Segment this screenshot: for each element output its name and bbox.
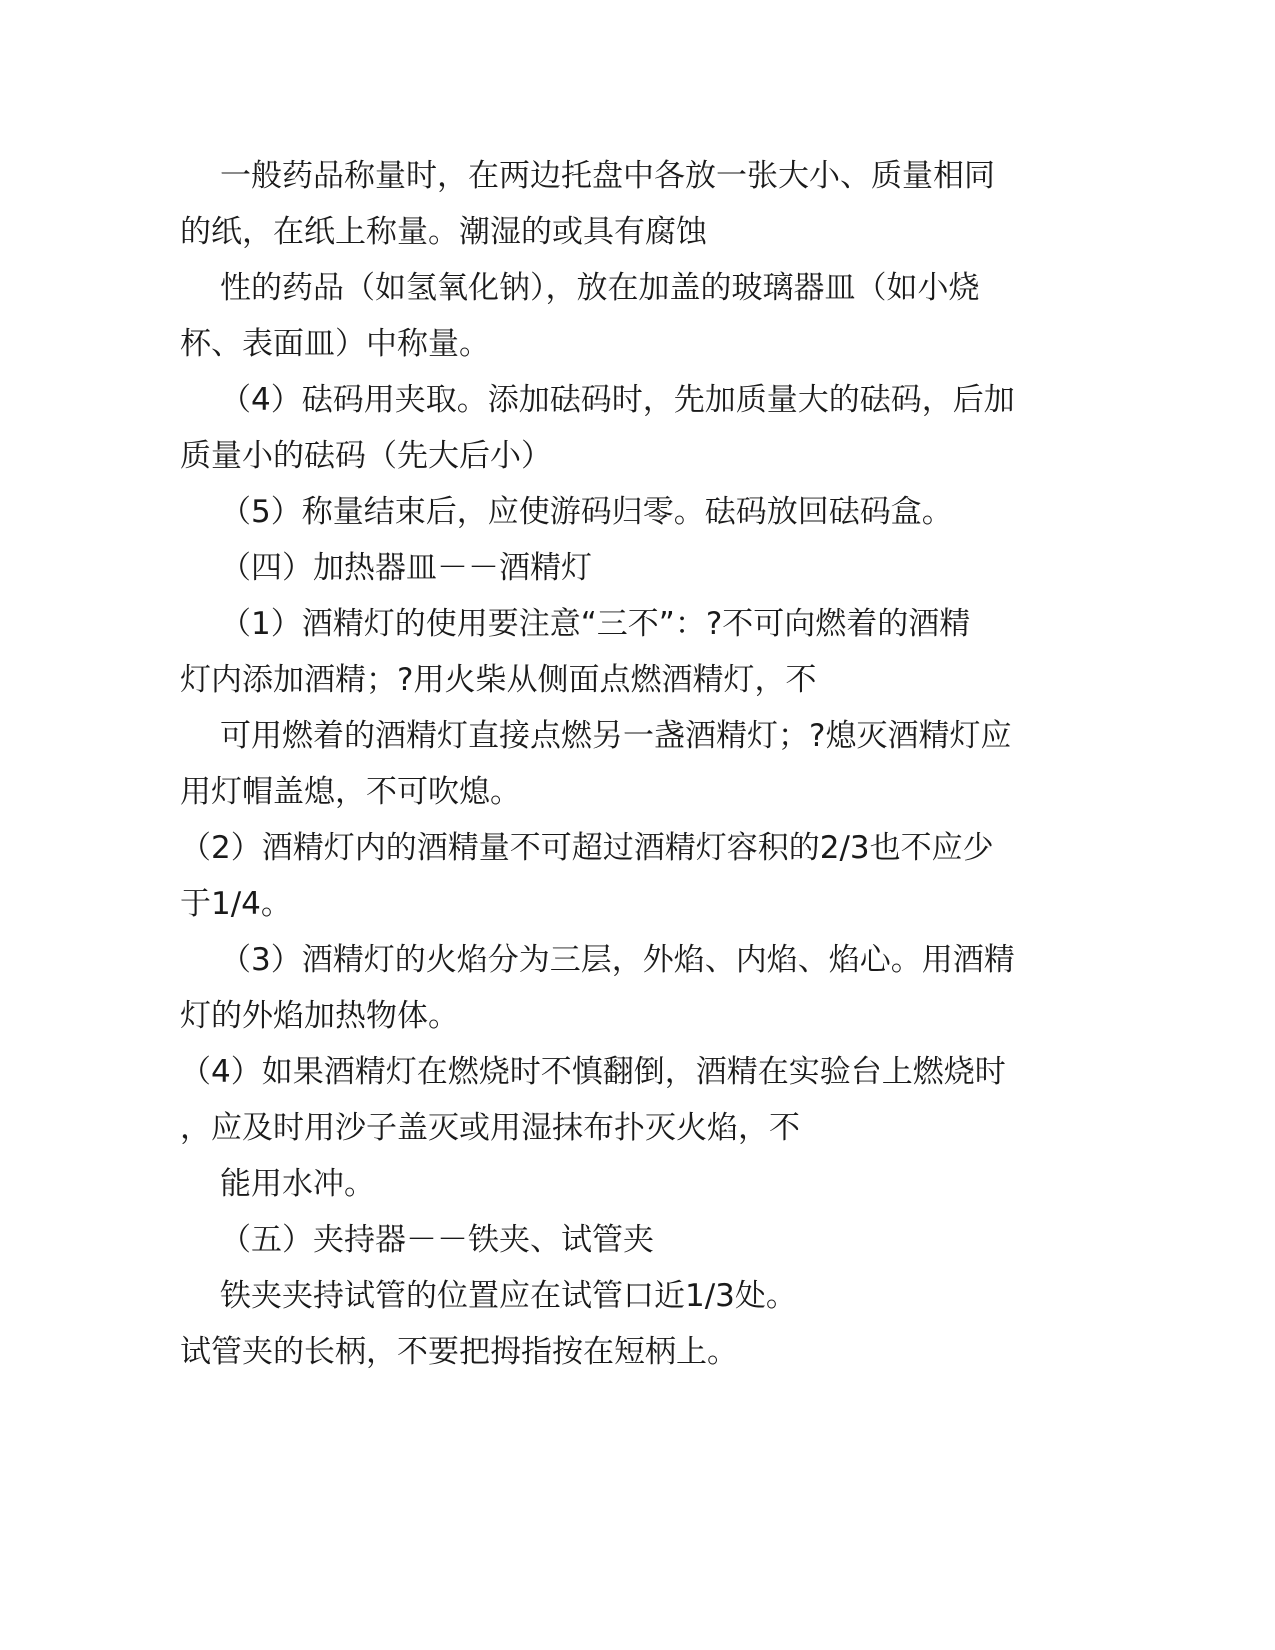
text-line: 灯内添加酒精；?用火柴从侧面点燃酒精灯，不 (180, 662, 817, 698)
text-line: 铁夹夹持试管的位置应在试管口近1/3处。 (220, 1278, 797, 1314)
text-line: （4）如果酒精灯在燃烧时不慎翻倒，酒精在实验台上燃烧时 (180, 1054, 1006, 1090)
section-heading: （四）加热器皿－－酒精灯 (220, 550, 592, 586)
text-line: 的纸，在纸上称量。潮湿的或具有腐蚀 (180, 214, 707, 250)
text-line: 性的药品（如氢氧化钠），放在加盖的玻璃器皿（如小烧 (220, 270, 980, 306)
text-line: 可用燃着的酒精灯直接点燃另一盏酒精灯；?熄灭酒精灯应 (220, 718, 1012, 754)
text-line: （5）称量结束后，应使游码归零。砝码放回砝码盒。 (220, 494, 953, 530)
text-line: 能用水冲。 (220, 1166, 375, 1202)
text-line: 质量小的砝码（先大后小） (180, 438, 552, 474)
text-line: （1）酒精灯的使用要注意“三不”：?不可向燃着的酒精 (220, 606, 971, 642)
section-heading: （五）夹持器－－铁夹、试管夹 (220, 1222, 654, 1258)
text-line: 试管夹的长柄，不要把拇指按在短柄上。 (180, 1334, 738, 1370)
text-line: （3）酒精灯的火焰分为三层，外焰、内焰、焰心。用酒精 (220, 942, 1015, 978)
text-line: 于1/4。 (180, 886, 292, 922)
document-body (180, 148, 1040, 1380)
text-line: （2）酒精灯内的酒精量不可超过酒精灯容积的2/3也不应少 (180, 830, 994, 866)
text-line: 杯、表面皿）中称量。 (180, 326, 490, 362)
text-line: 一般药品称量时，在两边托盘中各放一张大小、质量相同 (220, 158, 995, 194)
text-line: 灯的外焰加热物体。 (180, 998, 459, 1034)
text-line: （4）砝码用夹取。添加砝码时，先加质量大的砝码，后加 (220, 382, 1015, 418)
text-line: ，应及时用沙子盖灭或用湿抹布扑灭火焰，不 (180, 1110, 800, 1146)
text-line: 用灯帽盖熄，不可吹熄。 (180, 774, 521, 810)
